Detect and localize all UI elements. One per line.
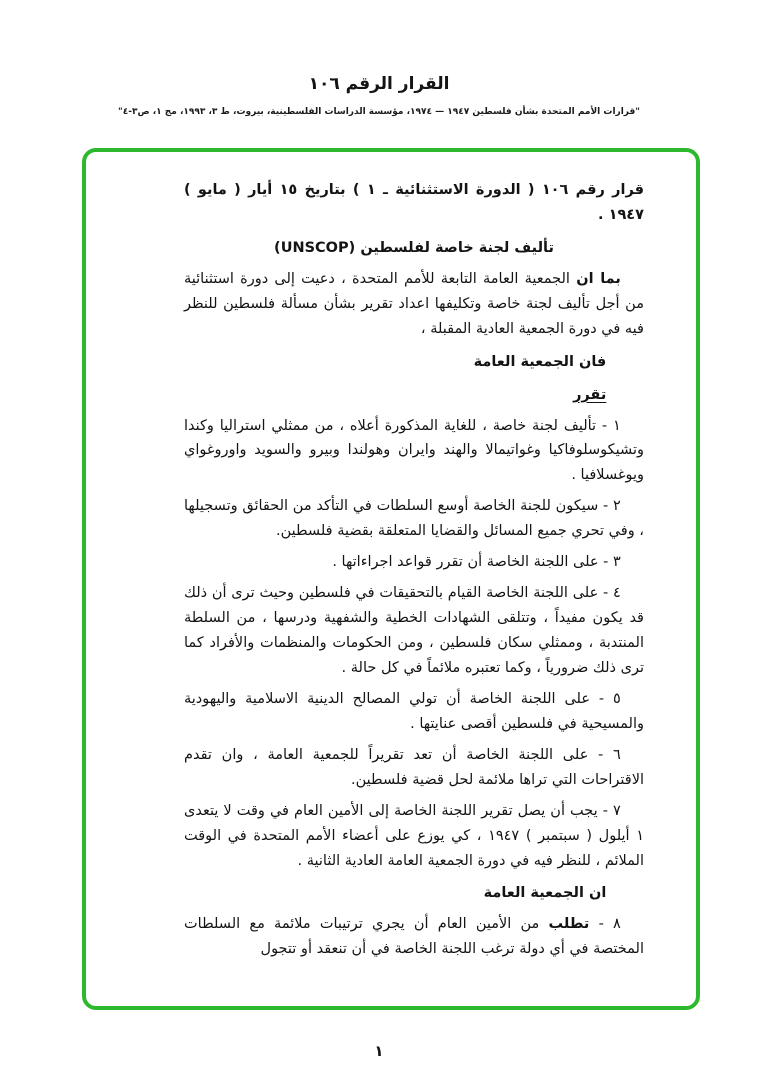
item-8-number: ٨ - (589, 916, 621, 933)
page-title: القرار الرقم ١٠٦ (308, 74, 450, 94)
decides-label: تقرر (573, 386, 607, 403)
resolution-item-2: ٢ - سيكون للجنة الخاصة أوسع السلطات في التأكد من الحقائق وتسجيلها ، وفي تحري جميع المسائل والقضايا المتعلقة بقضية فلسطين. (184, 498, 644, 540)
resolution-item-3: ٣ - على اللجنة الخاصة أن تقرر قواعد اجراءاتها . (332, 554, 621, 571)
resolution-item-1: ١ - تأليف لجنة خاصة ، للغاية المذكورة أعلاه ، من ممثلي استراليا وكندا وتشيكوسلوفاكيا وغواتيمالا والهند وايران وهولندا وبيرو والسويد واوروغواي ويوغسلافيا . (184, 417, 644, 484)
resolution-item-6: ٦ - على اللجنة الخاصة أن تعد تقريراً للجمعية العامة ، وان تقدم الاقتراحات التي تراها ملائمة لحل قضية فلسطين. (184, 746, 644, 788)
subject-heading: تأليف لجنة خاصة لفلسطين (UNSCOP) (274, 239, 554, 256)
resolution-item-4: ٤ - على اللجنة الخاصة القيام بالتحقيقات في فلسطين وحيث ترى أن ذلك قد يكون مفيداً ، وتتلقى الشهادات الخطية والشفهية ودرسها ، من السلطة المنتدبة ، وممثلي سكان فلسطين ، ومن الحكومات والمنظمات والأفراد كما ترى ذلك ضرورياً ، وكما تعتبره ملائماً في كل حالة . (184, 585, 644, 676)
resolution-item-8 (184, 912, 644, 962)
preamble-rest: الجمعية العامة التابعة للأمم المتحدة ، دعيت إلى دورة استثنائية من أجل تأليف لجنة خاصة وتكليفها اعداد تقرير بشأن مسألة فلسطين للنظر فيه في دورة الجمعية العادية المقبلة ، (184, 270, 644, 337)
resolution-body (86, 152, 696, 978)
resolution-item-7: ٧ - يجب أن يصل تقرير اللجنة الخاصة إلى الأمين العام في وقت لا يتعدى ١ أيلول ( سبتمبر ) ١٩٤٧ ، كي يوزع على أعضاء الأمم المتحدة في الوقت الملائم ، للنظر فيه في دورة الجمعية العامة العادية الثانية . (184, 802, 644, 869)
assembly-intro: فان الجمعية العامة (473, 353, 607, 370)
page-header (0, 0, 758, 117)
item-8-lead: تطلب (548, 916, 590, 933)
resolution-item-5: ٥ - على اللجنة الخاصة أن تولي المصالح الدينية الاسلامية واليهودية والمسيحية في فلسطين أقصى عنايتها . (184, 690, 644, 732)
preamble-lead: بما ان (576, 270, 621, 287)
source-citation: "قرارات الأمم المتحدة بشأن فلسطين ١٩٤٧ — ١٩٧٤، مؤسسة الدراسات الفلسطينية، بيروت، ط ٣، ١٩٩٣، مج ١، ص٣-٤" (118, 107, 640, 117)
page-number: ١ (374, 1042, 384, 1060)
highlight-frame (82, 148, 700, 1010)
resolution-heading: قرار رقم ١٠٦ ( الدورة الاستثنائية ـ ١ ) بتاريخ ١٥ أيار ( مايو ) ١٩٤٧ . (184, 182, 644, 223)
assembly-intro-2: ان الجمعية العامة (483, 885, 607, 902)
preamble-paragraph (184, 267, 644, 342)
item-8-rest: من الأمين العام أن يجري ترتيبات ملائمة مع السلطات المختصة في أي دولة ترغب اللجنة الخاصة في أن تنعقد أو تتجول (184, 916, 644, 958)
